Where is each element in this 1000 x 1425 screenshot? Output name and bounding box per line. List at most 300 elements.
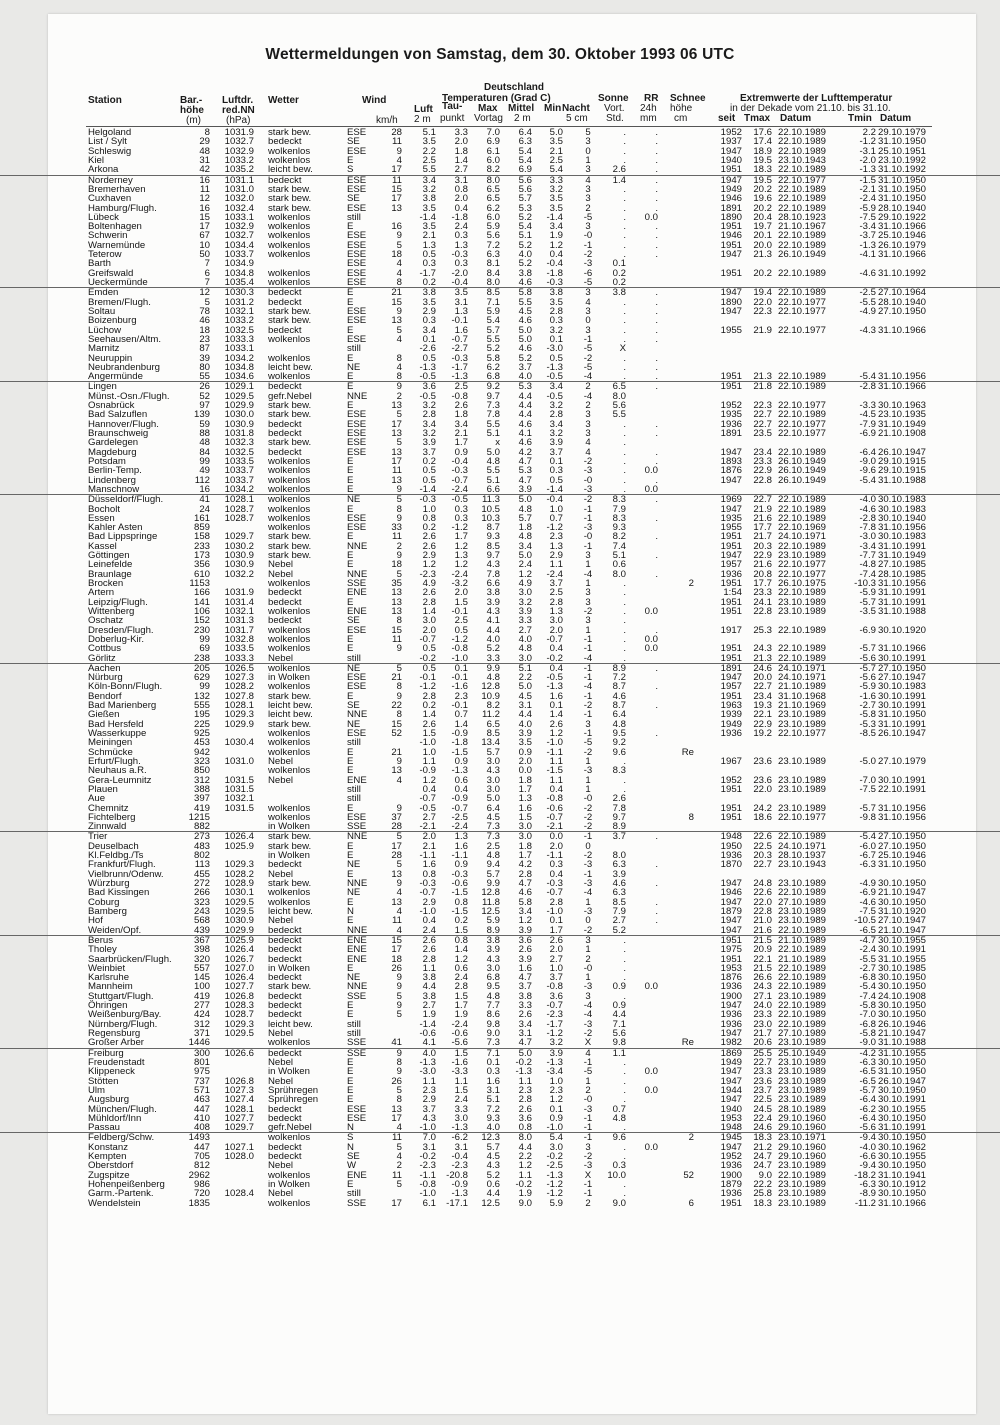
night-temp-5cm: -1 <box>583 1056 593 1068</box>
pressure: 1029.5 <box>224 390 254 402</box>
min-temp: -2.4 <box>546 568 563 580</box>
wind-direction: E <box>347 1066 354 1078</box>
min-temp: 2.0 <box>549 624 563 636</box>
station-name: Chemnitz <box>88 802 129 814</box>
record-tmin: -6.3 <box>859 1179 876 1190</box>
record-tmin-date: 31.10.1992 <box>878 267 927 279</box>
mean-temp: -1.3 <box>515 1066 532 1078</box>
weather: Nebel <box>268 1160 294 1172</box>
station-name: Karlsruhe <box>88 972 130 984</box>
record-since: 1957 <box>720 681 742 693</box>
pressure: 1028.2 <box>224 681 254 693</box>
record-tmin: -2.4 <box>859 944 876 956</box>
pressure: 1032.3 <box>224 437 254 449</box>
record-tmax-date: 28.10.1989 <box>778 1103 827 1115</box>
wind-speed: 5 <box>396 437 402 449</box>
record-tmin-date: 25.10.1951 <box>878 145 927 157</box>
min-temp: -0.4 <box>546 258 563 270</box>
table-row <box>0 955 1000 964</box>
record-since: 1957 <box>720 559 742 571</box>
record-tmin: -10.5 <box>854 915 876 927</box>
air-temp: 2.9 <box>422 896 436 908</box>
night-temp-5cm: 2 <box>585 381 591 393</box>
record-since: 1950 <box>720 840 742 852</box>
sunshine: . <box>623 934 626 946</box>
record-tmax-date: 23.10.1989 <box>778 755 827 767</box>
max-temp: 4.3 <box>486 605 500 617</box>
barometer-height: 6 <box>204 267 210 279</box>
record-since: 1947 <box>720 287 742 299</box>
dew-point: -0.1 <box>451 700 468 712</box>
record-tmin-date: 30.10.1950 <box>878 1009 927 1021</box>
record-tmin: -6.7 <box>859 850 876 862</box>
barometer-height: 812 <box>193 1160 210 1172</box>
wind-speed: 21 <box>391 672 402 684</box>
sunshine: 8.0 <box>612 568 626 580</box>
wind-direction: ESE <box>347 681 367 693</box>
air-temp: 1.1 <box>422 1075 436 1087</box>
precipitation: . <box>655 446 658 458</box>
dew-point: -3.3 <box>451 1066 468 1078</box>
wind-direction: still <box>347 1018 361 1030</box>
sunshine: 10.0 <box>607 1169 626 1181</box>
wind-direction: E <box>347 371 354 383</box>
wind-direction: ENE <box>347 934 367 946</box>
station-name: Regensburg <box>88 1028 141 1039</box>
station-name: Manschnow <box>88 483 140 495</box>
table-row <box>0 1067 1000 1076</box>
min-temp: -1.0 <box>546 737 563 749</box>
mean-temp: 3.7 <box>518 981 532 993</box>
barometer-height: 15 <box>199 211 210 223</box>
record-tmax: 22.0 <box>753 296 772 308</box>
record-tmax-date: 29.10.1960 <box>778 1122 827 1134</box>
night-temp-5cm: -3 <box>583 765 593 777</box>
min-temp: -2.5 <box>546 1160 563 1172</box>
wind-speed: 8 <box>396 352 402 364</box>
mean-temp: 5.2 <box>518 211 532 223</box>
record-tmax-date: 23.10.1989 <box>778 709 827 721</box>
record-tmax-date: 24.10.1971 <box>778 840 827 852</box>
max-temp: 4.3 <box>486 559 500 571</box>
precipitation: . <box>655 428 658 439</box>
record-since: 1952 <box>720 400 742 412</box>
pressure: 1026.8 <box>224 990 254 1002</box>
station-name: Coburg <box>88 896 120 908</box>
mean-temp: 3.6 <box>518 934 532 946</box>
weather: wolkenlos <box>268 230 311 242</box>
wind-speed: 8 <box>396 1056 402 1068</box>
record-tmax-date: 22.10.1989 <box>778 446 827 458</box>
record-since: 1946 <box>720 230 742 242</box>
record-tmax: 20.2 <box>753 202 772 214</box>
station-name: Osnabrück <box>88 400 135 412</box>
record-tmax: 20.2 <box>753 183 772 195</box>
sunshine: . <box>623 953 626 965</box>
record-since: 1900 <box>720 990 742 1002</box>
record-tmin-date: 27.10.1950 <box>878 831 927 843</box>
wind-speed: 4 <box>396 267 402 279</box>
min-temp: 1.1 <box>549 755 563 767</box>
record-tmax: 21.6 <box>753 512 772 524</box>
night-temp-5cm: -0 <box>583 230 593 242</box>
record-tmax-date: 22.10.1989 <box>778 540 827 552</box>
sunshine: 8.9 <box>612 662 626 674</box>
record-tmin-date: 29.10.1979 <box>878 127 927 138</box>
air-temp: 2.8 <box>422 409 436 421</box>
air-temp: 4.0 <box>422 1047 436 1059</box>
record-tmax: 24.1 <box>753 596 772 608</box>
sunshine: . <box>623 324 626 336</box>
mean-temp: 0.0 <box>518 765 532 777</box>
wind-direction: N <box>347 1141 354 1153</box>
night-temp-5cm: -1 <box>583 868 593 880</box>
air-temp: 0.2 <box>422 700 436 712</box>
mean-temp: 1.8 <box>518 522 532 534</box>
dew-point: 2.5 <box>454 615 468 627</box>
air-temp: 5.5 <box>422 164 436 176</box>
max-temp: 8.9 <box>486 924 500 936</box>
barometer-height: 84 <box>199 446 210 458</box>
weather: gefr.Nebel <box>268 390 312 402</box>
dew-point: 2.0 <box>454 136 468 148</box>
barometer-height: 166 <box>193 587 210 599</box>
precipitation: . <box>655 831 658 843</box>
record-tmax: 17.7 <box>753 578 772 589</box>
record-tmin: -1.5 <box>859 174 876 186</box>
barometer-height: 158 <box>193 531 210 543</box>
wind-direction: NE <box>347 662 361 674</box>
max-temp: 5.7 <box>486 324 500 336</box>
record-tmax-date: 22.10.1989 <box>778 494 827 506</box>
wind-speed: 9 <box>396 230 402 242</box>
record-since: 1947 <box>720 878 742 889</box>
barometer-height: 419 <box>193 990 210 1002</box>
max-temp: 6.2 <box>486 202 500 214</box>
record-tmax-date: 23.10.1989 <box>778 1179 827 1190</box>
mean-temp: 3.7 <box>518 361 532 373</box>
station-name: Essen <box>88 512 115 524</box>
wind-speed: 9 <box>396 381 402 393</box>
barometer-height: 568 <box>193 915 210 927</box>
mean-temp: 5.3 <box>518 202 532 214</box>
wind-direction: ESE <box>347 239 367 251</box>
min-temp: -0.3 <box>546 277 563 288</box>
barometer-height: 455 <box>193 868 210 880</box>
record-tmin: -5.9 <box>859 202 876 214</box>
sunshine: X <box>619 343 626 355</box>
dew-point: -2.0 <box>451 267 468 279</box>
wind-speed: 5 <box>396 1141 402 1153</box>
sunshine: 8.2 <box>612 531 626 543</box>
night-temp-5cm: -3 <box>583 1018 593 1030</box>
sunshine: 5.6 <box>612 400 626 412</box>
dew-point: 0.4 <box>454 783 468 795</box>
barometer-height: 52 <box>199 390 210 402</box>
weather: wolkenlos <box>268 333 311 345</box>
record-tmax: 25.3 <box>753 624 772 636</box>
sunshine: . <box>623 315 626 327</box>
pressure: 1035.2 <box>224 164 254 176</box>
record-tmin: -2.4 <box>859 193 876 205</box>
record-tmin-date: 31.10.1966 <box>878 221 927 233</box>
wind-direction: SE <box>347 615 360 627</box>
max-temp: 4.5 <box>486 811 500 823</box>
max-temp: 4.3 <box>486 765 500 777</box>
min-temp: 0.1 <box>549 333 563 345</box>
night-temp-5cm: 1 <box>585 755 591 767</box>
mean-temp: 4.0 <box>518 249 532 261</box>
dew-point: 2.1 <box>454 428 468 439</box>
record-since: 1939 <box>720 709 742 721</box>
air-temp: 3.8 <box>422 193 436 205</box>
pressure: 1034.6 <box>224 371 254 383</box>
max-temp: 5.1 <box>486 474 500 486</box>
record-tmin: -3.5 <box>859 605 876 617</box>
dew-point: -0.1 <box>451 605 468 617</box>
record-tmax-date: 26.10.1975 <box>778 578 827 589</box>
record-since: 1949 <box>720 183 742 195</box>
mean-temp: 4.0 <box>518 633 532 645</box>
barometer-height: 48 <box>199 145 210 157</box>
station-name: Oschatz <box>88 615 124 627</box>
station-name: Helgoland <box>88 127 132 138</box>
record-tmax: 21.2 <box>753 1141 772 1153</box>
barometer-height: 99 <box>199 455 210 467</box>
header-cm5: 5 cm <box>566 113 588 124</box>
record-tmax: 21.7 <box>753 531 772 543</box>
record-tmax: 21.7 <box>753 1028 772 1039</box>
record-tmax: 23.3 <box>753 455 772 467</box>
pressure: 1028.4 <box>224 1188 254 1200</box>
mean-temp: 5.0 <box>518 550 532 562</box>
table-row <box>0 1152 1000 1161</box>
min-temp: 3.5 <box>549 136 563 148</box>
mean-temp: 1.6 <box>518 962 532 974</box>
record-since: 1947 <box>720 672 742 684</box>
record-tmax: 21.3 <box>753 652 772 664</box>
record-since: 1917 <box>720 624 742 636</box>
record-tmax-date: 23.10.1989 <box>778 550 827 562</box>
wind-speed: 37 <box>391 811 402 823</box>
weather: bedeckt <box>268 1103 302 1115</box>
pressure: 1025.9 <box>224 840 254 852</box>
header-deutschland: Deutschland <box>484 82 545 93</box>
wind-direction: E <box>347 746 354 758</box>
weather: stark bew. <box>268 315 312 327</box>
barometer-height: 483 <box>193 840 210 852</box>
record-tmin-date: 31.10.1992 <box>878 164 927 176</box>
station-name: Plauen <box>88 783 118 795</box>
record-tmin: -3.0 <box>859 531 876 543</box>
sunshine: . <box>623 446 626 458</box>
dew-point: 0.6 <box>454 774 468 786</box>
mean-temp: 2.0 <box>518 755 532 767</box>
barometer-height: 8 <box>204 127 210 138</box>
mean-temp: 2.4 <box>518 559 532 571</box>
weather: leicht bew. <box>268 361 313 373</box>
wind-direction: E <box>347 1009 354 1021</box>
pressure: 1029.7 <box>224 1122 254 1134</box>
record-tmax-date: 22.10.1989 <box>778 944 827 956</box>
max-temp: 4.0 <box>486 1122 500 1134</box>
barometer-height: 78 <box>199 305 210 317</box>
pressure: 1028.1 <box>224 700 254 712</box>
record-tmin-date: 31.10.1991 <box>878 1122 927 1134</box>
record-since: 1935 <box>720 409 742 421</box>
header-std: Std. <box>606 113 624 124</box>
record-tmax: 21.9 <box>753 503 772 515</box>
table-row <box>0 822 1000 831</box>
barometer-height: 113 <box>194 859 210 871</box>
min-temp: -1.2 <box>546 1179 563 1190</box>
sunshine: 1.4 <box>612 174 626 186</box>
dew-point: -2.4 <box>451 1018 468 1030</box>
record-since: 1944 <box>720 1084 742 1096</box>
min-temp: 5.0 <box>549 127 563 138</box>
sunshine: . <box>623 333 626 345</box>
record-tmax: 23.6 <box>753 1075 772 1087</box>
min-temp: -1.8 <box>546 267 563 279</box>
table-row <box>0 748 1000 757</box>
max-temp: 4.8 <box>486 990 500 1002</box>
record-tmax-date: 22.10.1989 <box>778 652 827 664</box>
header-mittel: Mittel <box>508 103 535 114</box>
record-tmin-date: 30.10.1950 <box>878 1056 927 1068</box>
weather: wolkenlos <box>268 765 311 777</box>
barometer-height: 152 <box>193 615 210 627</box>
wind-direction: E <box>347 531 354 543</box>
weather: in Wolken <box>268 1066 310 1078</box>
dew-point: 3.1 <box>454 1141 468 1153</box>
dew-point: 3.4 <box>454 418 468 430</box>
record-tmax: 20.3 <box>753 540 772 552</box>
record-tmax: 18.9 <box>753 145 772 157</box>
weather: stark bew. <box>268 305 312 317</box>
precipitation: 0.0 <box>644 211 658 223</box>
pressure: 1029.9 <box>224 924 254 936</box>
min-temp: -2.3 <box>546 1009 563 1021</box>
pressure: 1026.7 <box>224 953 254 965</box>
dew-point: -0.8 <box>451 390 468 402</box>
air-temp: 3.7 <box>422 1103 436 1115</box>
record-tmin: -9.0 <box>859 1037 876 1049</box>
station-name: Bendorf <box>88 690 122 702</box>
wind-speed: 13 <box>391 400 402 412</box>
weather: stark bew. <box>268 193 312 205</box>
station-name: Leipzig/Flugh. <box>88 596 148 608</box>
max-temp: 8.5 <box>486 728 500 739</box>
weather: bedeckt <box>268 596 302 608</box>
record-tmax: 24.6 <box>753 662 772 674</box>
station-name: Berus <box>88 934 114 946</box>
table-row <box>0 654 1000 663</box>
max-temp: 6.8 <box>486 371 500 383</box>
record-tmin: -6.4 <box>859 1112 876 1124</box>
record-since: 1940 <box>720 154 742 166</box>
pressure: 1032.9 <box>224 221 254 233</box>
table-row <box>0 888 1000 897</box>
air-temp: 0.3 <box>422 258 436 270</box>
table-row <box>0 476 1000 485</box>
table-row <box>0 420 1000 429</box>
record-tmax-date: 27.10.1989 <box>778 1028 827 1039</box>
record-since: 1947 <box>720 145 742 157</box>
wind-direction: ESE <box>347 811 367 823</box>
record-tmin-date: 28.10.1940 <box>878 296 927 308</box>
station-name: Ulm <box>88 1084 106 1096</box>
record-tmin: -5.7 <box>859 596 876 608</box>
barometer-height: 942 <box>193 746 210 758</box>
record-tmin-date: 31.10.1949 <box>878 418 927 430</box>
record-tmin: -4.6 <box>859 267 876 279</box>
mean-temp: 5.0 <box>518 681 532 693</box>
precipitation: 0.0 <box>644 605 658 617</box>
wind-direction: NNE <box>347 568 368 580</box>
min-temp: 3.2 <box>549 183 563 195</box>
record-tmin: -7.5 <box>859 783 876 795</box>
barometer-height: 737 <box>193 1075 210 1087</box>
record-tmin-date: 31.10.1956 <box>878 578 927 589</box>
air-temp: -0.2 <box>419 652 436 664</box>
wind-speed: 13 <box>391 868 402 880</box>
table-row <box>0 870 1000 879</box>
weather: wolkenlos <box>268 277 311 288</box>
night-temp-5cm: -5 <box>583 737 593 749</box>
dew-point: -0.5 <box>451 494 468 506</box>
max-temp: 5.0 <box>486 793 500 805</box>
barometer-height: 424 <box>193 1009 210 1021</box>
wind-speed: 17 <box>391 1197 402 1209</box>
record-tmin: -6.5 <box>859 1066 876 1078</box>
precipitation: . <box>655 296 658 308</box>
precipitation: . <box>655 174 658 186</box>
pressure: 1031.0 <box>224 183 254 195</box>
sunshine: 2.7 <box>612 915 626 927</box>
air-temp: -0.9 <box>419 765 436 777</box>
mean-temp: 4.8 <box>518 503 532 515</box>
sunshine: 2.6 <box>612 793 626 805</box>
max-temp: 10.9 <box>481 690 500 702</box>
record-tmax-date: 23.10.1989 <box>778 783 827 795</box>
mean-temp: 4.7 <box>518 455 532 467</box>
sunshine: . <box>623 418 626 430</box>
precipitation: . <box>655 878 658 889</box>
barometer-height: 323 <box>193 896 210 908</box>
night-temp-5cm: -5 <box>583 343 593 355</box>
max-temp: 7.1 <box>486 1047 500 1059</box>
min-temp: 0.0 <box>549 831 563 843</box>
dew-point: -1.5 <box>451 746 468 758</box>
station-name: Wasserkuppe <box>88 728 147 739</box>
mean-temp: 4.4 <box>518 390 532 402</box>
mean-temp: 6.9 <box>518 164 532 176</box>
wind-speed: 28 <box>391 850 402 862</box>
barometer-height: 410 <box>193 1112 210 1124</box>
dew-point: 0.5 <box>454 624 468 636</box>
night-temp-5cm: -4 <box>583 390 593 402</box>
header-sonne: Sonne <box>598 93 629 104</box>
min-temp: -3.4 <box>546 1066 563 1078</box>
record-tmax: 20.0 <box>753 239 772 251</box>
station-name: Feldberg/Schw. <box>88 1132 155 1144</box>
weather: bedeckt <box>268 615 302 627</box>
wind-direction: SSE <box>347 990 367 1002</box>
record-tmin: -9.6 <box>859 465 876 477</box>
sunshine: . <box>623 249 626 261</box>
dew-point: 1.6 <box>454 324 468 336</box>
record-since: 1947 <box>720 896 742 908</box>
